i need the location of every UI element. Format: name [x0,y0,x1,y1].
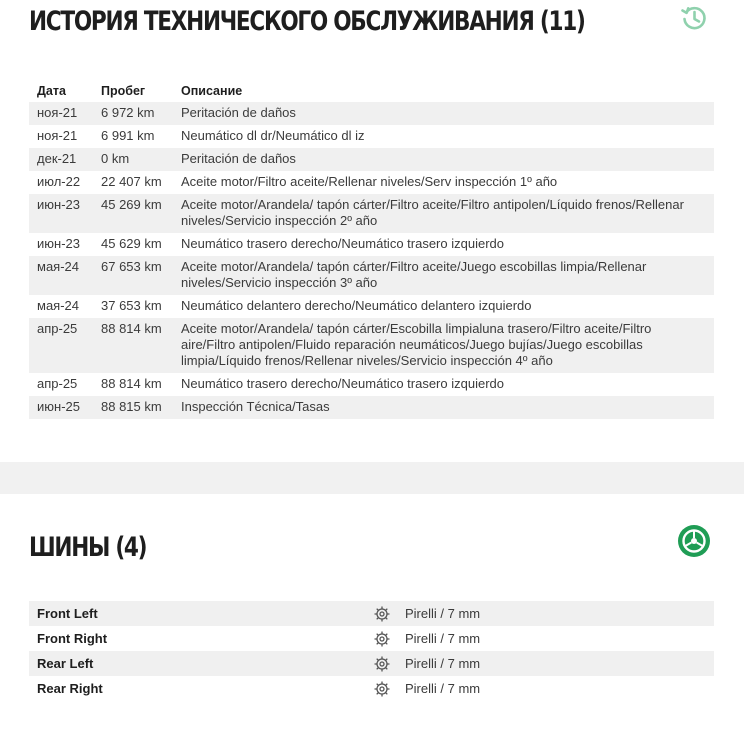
tire-position-label: Rear Right [37,681,103,696]
row-description: Neumático trasero derecho/Neumático trasero izquierdo [181,376,504,391]
column-header-date: Дата [37,83,66,98]
tire-wheel-icon[interactable] [677,524,711,558]
row-mileage: 0 km [93,148,173,171]
row-description: Aceite motor/Arandela/ tapón cárter/Filtro aceite/Filtro antipolen/Líquido frenos/Rellenar niveles/Servicio inspección 2º año [173,194,714,233]
row-date: июл-22 [37,174,81,189]
table-row [29,125,714,148]
list-item [29,676,714,701]
row-description: Aceite motor/Arandela/ tapón cárter/Escobilla limpialuna trasero/Filtro aceite/Filtro aire/Filtro antipolen/Fluido reparación neumáticos/Juego bujías/Juego escobillas limpia/Líquido frenos/Rellenar niveles/Servicio inspección 4º año [173,318,714,373]
row-date: ноя-21 [29,102,93,125]
row-mileage: 88 814 km [101,376,162,391]
row-description: Inspección Técnica/Tasas [173,396,714,419]
row-mileage: 45 269 km [93,194,173,233]
table-row [29,233,714,256]
row-date: апр-25 [29,318,93,373]
row-mileage: 45 629 km [101,236,162,251]
row-description: Peritación de daños [173,102,714,125]
row-mileage: 37 653 km [101,298,162,313]
column-header-mileage: Пробег [101,83,146,98]
tires-section [0,494,744,733]
service-history-title: ИСТОРИЯ ТЕХНИЧЕСКОГО ОБСЛУЖИВАНИЯ (11) [29,6,585,37]
row-date: дек-21 [29,148,93,171]
row-mileage: 6 972 km [93,102,173,125]
table-row [29,102,714,125]
gear-icon [373,680,391,698]
row-mileage: 67 653 km [93,256,173,295]
row-description: Neumático delantero derecho/Neumático delantero izquierdo [181,298,532,313]
tires-title: ШИНЫ (4) [29,532,147,563]
service-history-table [29,80,714,419]
section-divider-band [0,462,744,494]
table-row [29,396,714,419]
table-row [29,171,714,194]
row-description: Peritación de daños [173,148,714,171]
list-item [29,626,714,651]
tire-value: Pirelli / 7 mm [405,656,481,671]
list-item [29,651,714,676]
row-description: Aceite motor/Arandela/ tapón cárter/Filtro aceite/Juego escobillas limpia/Rellenar niveles/Servicio inspección 3º año [173,256,714,295]
table-row [29,295,714,318]
tire-position-label: Rear Left [37,656,94,671]
table-row [29,194,714,233]
row-date: апр-25 [37,376,78,391]
column-header-description: Описание [181,83,243,98]
history-clock-icon[interactable] [677,1,711,35]
tire-list [29,601,714,701]
row-date: ноя-21 [37,128,78,143]
gear-icon [373,655,391,673]
table-row [29,256,714,295]
row-description: Neumático dl dr/Neumático dl iz [181,128,365,143]
row-date: мая-24 [29,256,93,295]
table-row [29,373,714,396]
tire-value: Pirelli / 7 mm [405,681,481,696]
table-header-row [29,80,714,102]
tire-position-label: Front Left [37,606,98,621]
gear-icon [373,630,391,648]
row-date: июн-25 [29,396,93,419]
row-date: мая-24 [37,298,79,313]
tire-position-label: Front Right [37,631,108,646]
tire-value: Pirelli / 7 mm [405,631,481,646]
list-item [29,601,714,626]
row-description: Neumático trasero derecho/Neumático trasero izquierdo [181,236,504,251]
row-description: Aceite motor/Filtro aceite/Rellenar niveles/Serv inspección 1º año [181,174,558,189]
tire-value: Pirelli / 7 mm [405,606,481,621]
row-date: июн-23 [29,194,93,233]
row-date: июн-23 [37,236,80,251]
row-mileage: 88 815 km [93,396,173,419]
table-row [29,148,714,171]
row-mileage: 22 407 km [101,174,162,189]
gear-icon [373,605,391,623]
row-mileage: 6 991 km [101,128,155,143]
row-mileage: 88 814 km [93,318,173,373]
table-row [29,318,714,373]
